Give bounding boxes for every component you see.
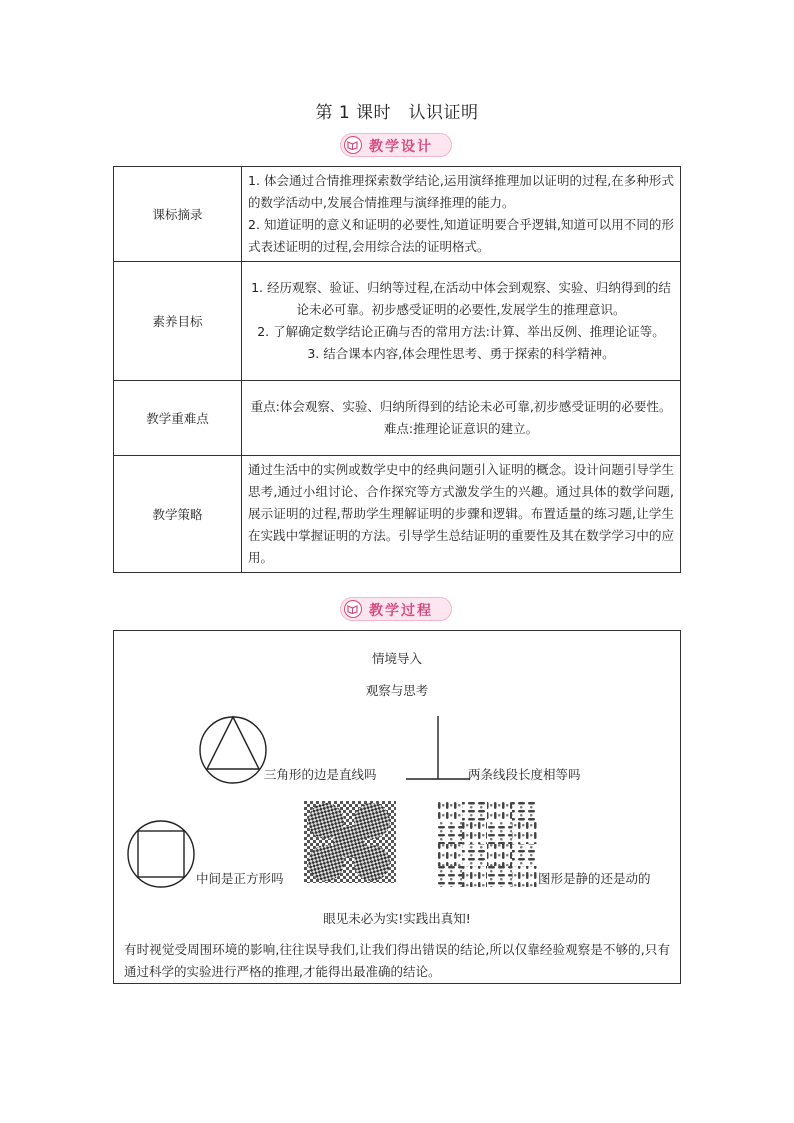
table-row bbox=[114, 262, 681, 381]
section-badge-process bbox=[340, 597, 452, 621]
content-line: 1. 经历观察、验证、归纳等过程,在活动中体会到观察、实验、归纳得到的结论未必可靠。初步感受证明的必要性,发展学生的推理意识。 bbox=[251, 280, 671, 317]
question-lines: 两条线段长度相等吗 bbox=[468, 767, 581, 782]
teaching-design-table bbox=[113, 166, 681, 573]
question-triangle: 三角形的边是直线吗 bbox=[264, 767, 377, 782]
question-square: 中间是正方形吗 bbox=[196, 871, 284, 886]
conclusion-paragraph: 有时视觉受周围环境的影响,往往误导我们,让我们得出错误的结论,所以仅靠经验观察是不够的,只有通过科学的实验进行严格的推理,才能得出最准确的结论。 bbox=[124, 942, 670, 979]
content-line: 1. 体会通过合情推理探索数学结论,运用演绎推理加以证明的过程,在多种形式的数学活动中,发展合情推理与演绎推理的能力。 bbox=[248, 173, 674, 210]
page-title: 第 1 课时 认识证明 bbox=[315, 103, 479, 123]
row-label: 教学重难点 bbox=[114, 381, 242, 456]
row-label: 课标摘录 bbox=[114, 167, 242, 262]
book-icon bbox=[344, 136, 362, 154]
table-row bbox=[114, 456, 681, 573]
spiral-pattern-image bbox=[304, 801, 396, 883]
content-line: 2. 知道证明的意义和证明的必要性,知道证明要合乎逻辑,知道可以用不同的形式表述证明的过程,会用综合法的证明格式。 bbox=[248, 217, 674, 254]
circle-square-illusion bbox=[126, 819, 196, 889]
row-content bbox=[242, 381, 681, 456]
line-length-illusion bbox=[404, 715, 474, 781]
row-label: 素养目标 bbox=[114, 262, 242, 381]
section-badge-design bbox=[340, 133, 452, 157]
teaching-process-box bbox=[113, 630, 681, 984]
wave-pattern-image bbox=[437, 801, 537, 887]
table-row bbox=[114, 381, 681, 456]
row-label: 教学策略 bbox=[114, 456, 242, 573]
intro-heading: 情境导入 bbox=[371, 651, 422, 666]
section-title-design: 教学设计 bbox=[369, 139, 433, 155]
book-icon bbox=[344, 600, 362, 618]
circle-triangle-illusion bbox=[198, 715, 268, 785]
row-content bbox=[242, 456, 681, 573]
question-motion: 图形是静的还是动的 bbox=[538, 871, 651, 886]
content-line: 3. 结合课本内容,体会理性思考、勇于探索的科学精神。 bbox=[307, 346, 615, 361]
section-title-process: 教学过程 bbox=[369, 603, 433, 619]
content-line: 重点:体会观察、实验、归纳所得到的结论未必可靠,初步感受证明的必要性。 bbox=[250, 399, 672, 414]
row-content bbox=[242, 167, 681, 262]
observe-heading: 观察与思考 bbox=[365, 683, 429, 698]
content-line: 难点:推理论证意识的建立。 bbox=[383, 421, 539, 436]
content-line: 通过生活中的实例或数学史中的经典问题引入证明的概念。设计问题引导学生思考,通过小组讨论、合作探究等方式激发学生的兴趣。通过具体的数学问题,展示证明的过程,帮助学生理解证明的步骤和逻辑。布置适量的练习题,让学生在实践中掌握证明的方法。引导学生总结证明的重要性及其在数学学习中的应用。 bbox=[248, 462, 674, 565]
table-row bbox=[114, 167, 681, 262]
content-line: 2. 了解确定数学结论正确与否的常用方法:计算、举出反例、推理论证等。 bbox=[257, 324, 665, 339]
row-content bbox=[242, 262, 681, 381]
slogan: 眼见未必为实!实践出真知! bbox=[323, 911, 471, 926]
